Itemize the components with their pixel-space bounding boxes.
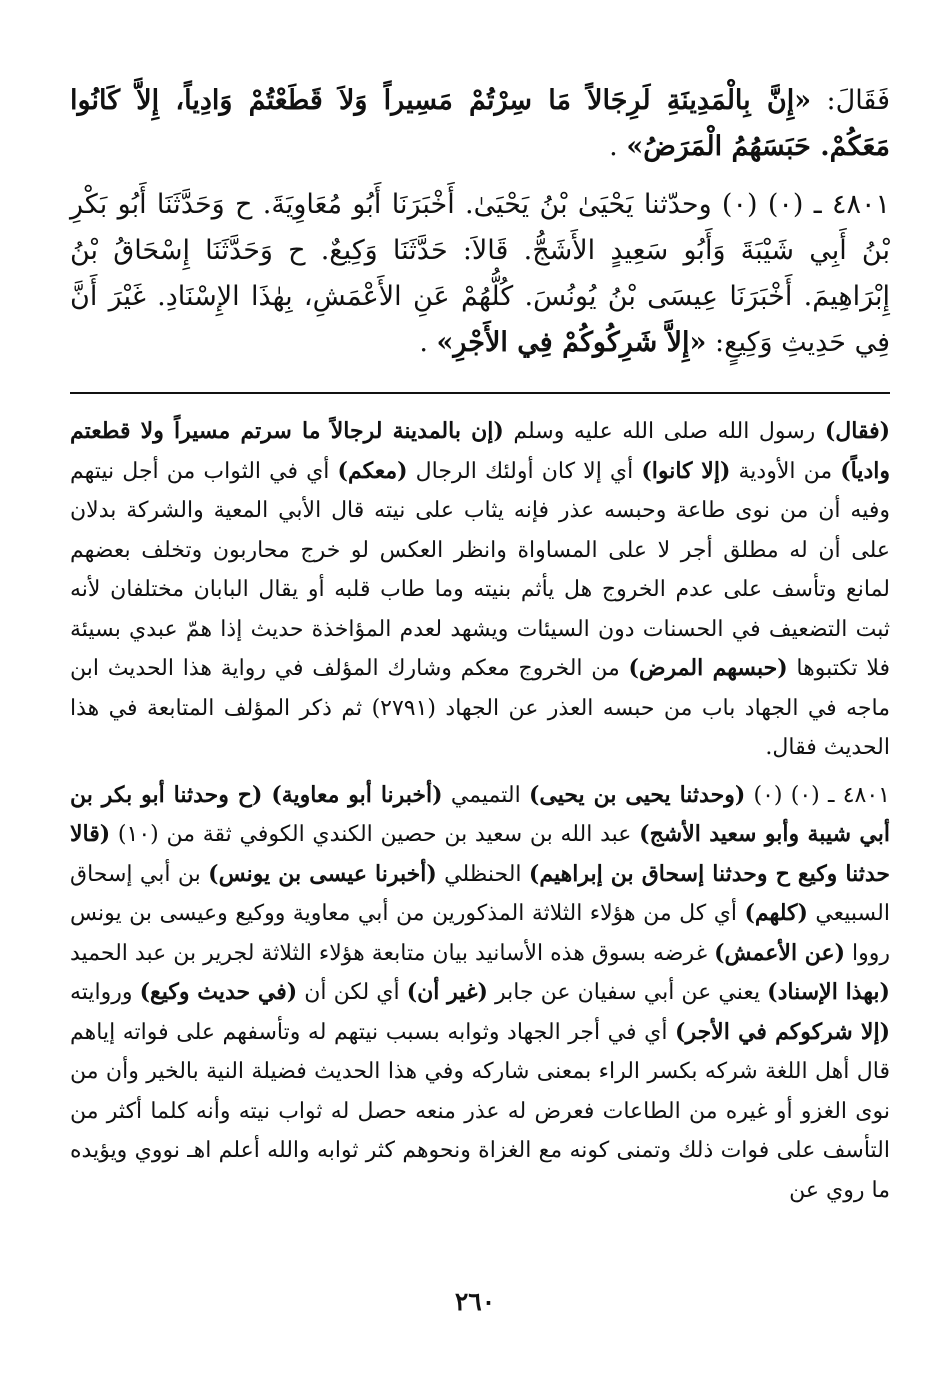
sharh-p2-seg-16: أي لكن أن (297, 980, 400, 1005)
hadith-paragraph-2 (70, 182, 890, 366)
matn-p2-seg-1: «إِلاَّ شَرِكُوكُمْ فِي الأَجْرِ» (436, 327, 707, 358)
sharh-p2-seg-8: بن أبي إسحاق السبيعي (70, 861, 890, 926)
sharh-p2-seg-5: (قالا حدثنا وكيع ح وحدثنا إسحاق بن إبراهيم) (70, 821, 890, 887)
commentary-paragraph-2 (70, 776, 890, 1211)
sharh-p2-seg-10: أي كل من هؤلاء الثلاثة المذكورين من أبي معاوية ووكيع وعيسى بن يونس رووا (70, 901, 890, 966)
matn-p1-seg-2: . (609, 131, 618, 162)
matn-p2-seg-0: ٤٨٠١ ـ (٠) (٠) وحدّثنا يَحْيَىٰ بْنُ يَحْيَىٰ. أَخْبَرَنَا أَبُو مُعَاوِيَةَ. ح وَحَدَّثَنَا أَبُو بَكْرِ بْنُ أَبِي شَيْبَةَ وَأَبُو سَعِيدٍ الأَشَجُّ. قَالاَ: حَدَّثَنَا وَكِيعٌ. ح وَحَدَّثَنَا إِسْحَاقُ بْنُ إِبْرَاهِيمَ. أَخْبَرَنَا عِيسَى بْنُ يُونُسَ. كُلُّهُمْ عَنِ الأَعْمَشِ، بِهٰذَا الإِسْنَادِ. غَيْرَ أَنَّ فِي حَدِيثِ وَكِيعٍ: (70, 189, 890, 358)
sharh-p1-seg-8: (حبسهم المرض) (628, 655, 788, 681)
sharh-p2-seg-6: الحنظلي (436, 861, 522, 887)
matn-p1-seg-1: «إِنَّ بِالْمَدِينَةِ لَرِجَالاً مَا سِرْتُمْ مَسِيراً وَلاَ قَطَعْتُمْ وَادِياً، إِلاَّ كَانُوا مَعَكُمْ. حَبَسَهُمُ الْمَرَضُ» (70, 85, 890, 162)
sharh-p1-seg-7: أي في الثواب من أجل نيتهم وفيه أن من نوى طاعة وحبسه عذر فإنه يثاب على نيته قال الأبي المعية والشركة بدلان على أن له مطلق أجر لا على المساواة وانظر العكس لو خرج محاربون وتخلف بعضهم لمانع وتأسف على عدم الخروج هل يأثم بنيته وما طاب قلبه أو يقال البابان مختلفان لأنه ثبت التضعيف في الحسنات دون السيئات ويشهد لعدم المؤاخذة حديث إذا همّ عبدي بسيئة فلا تكتبوها (70, 458, 891, 681)
sharh-p1-seg-4: (إلا كانوا) (641, 457, 731, 484)
matn-p2-seg-2: . (419, 327, 428, 358)
hadith-text (70, 78, 890, 366)
sharh-p1-seg-1: رسول الله صلى الله عليه وسلم (503, 419, 816, 444)
page-number: ٢٦٠ (454, 1287, 496, 1316)
sharh-p1-seg-0: (فقال) (824, 418, 890, 444)
sharh-p2-seg-12: غرضه بسوق هذه الأسانيد بيان متابعة هؤلاء الثلاثة لجرير بن عبد الحميد (70, 940, 708, 966)
sharh-p2-seg-13: (بهذا الإسناد) (767, 979, 890, 1005)
commentary-text (70, 412, 890, 1210)
sharh-p2-seg-0: ٤٨٠١ ـ (٠) (٠) (745, 782, 890, 808)
sharh-p2-seg-7: (أخبرنا عيسى بن يونس) (208, 860, 437, 887)
sharh-p2-seg-19: (إلا شركوكم في الأجر) (675, 1018, 891, 1045)
sharh-p2-seg-2: التميمي (442, 782, 521, 808)
commentary-paragraph-1 (70, 412, 890, 768)
sharh-p2-seg-17: (في حديث وكيع) (139, 979, 298, 1005)
divider-rule (70, 392, 890, 394)
hadith-paragraph-1 (70, 78, 890, 170)
sharh-p2-seg-11: (عن الأعمش) (714, 939, 846, 966)
sharh-p2-seg-9: (كلهم) (744, 900, 808, 926)
sharh-p2-seg-20: أي في أجر الجهاد وثوابه بسبب نيتهم له وتأسفهم على فواته إياهم قال أهل اللغة شركه بكسر الراء بمعنى شاركه وفي هذا الحديث فضيلة النية بالخير وأن من نوى الغزو أو غيره من الطاعات فعرض له عذر منعه حصل له ثواب نيته وأنه كلما أكثر من التأسف على فوات ذلك وتمنى كونه مع الغزاة ونحوهم كثر ثوابه والله أعلم اهـ نووي ويؤيده ما روي عن (70, 1019, 891, 1203)
sharh-p2-seg-4: عبد الله بن سعيد بن حصين الكندي الكوفي ثقة من (١٠) (110, 822, 632, 847)
sharh-p2-seg-14: يعني عن أبي سفيان عن جابر (487, 980, 761, 1005)
sharh-p1-seg-5: أي إلا كان أولئك الرجال (407, 458, 634, 484)
sharh-p1-seg-2: (إن بالمدينة لرجالاً ما سرتم مسيراً ولا قطعتم وادياً) (70, 418, 890, 484)
matn-p1-seg-0: فَقَالَ: (811, 85, 890, 116)
sharh-p2-seg-1: (وحدثنا يحيى بن يحيى) (528, 781, 746, 808)
sharh-p2-seg-15: (غير أن) (406, 979, 488, 1005)
sharh-p1-seg-9: من الخروج معكم وشارك المؤلف في رواية هذا الحديث ابن ماجه في الجهاد باب من حبسه العذر عن الجهاد (٢٧٩١) ثم ذكر المؤلف المتابعة في هذا الحديث فقال. (70, 656, 890, 760)
sharh-p1-seg-3: من الأودية (730, 458, 833, 484)
page-body (70, 78, 890, 1210)
sharh-p1-seg-6: (معكم) (337, 457, 408, 484)
sharh-p2-seg-18: وروايته (70, 980, 133, 1005)
sharh-p2-seg-3: (أخبرنا أبو معاوية) (ح وحدثنا أبو بكر بن أبي شيبة وأبو سعيد الأشج) (70, 781, 890, 847)
